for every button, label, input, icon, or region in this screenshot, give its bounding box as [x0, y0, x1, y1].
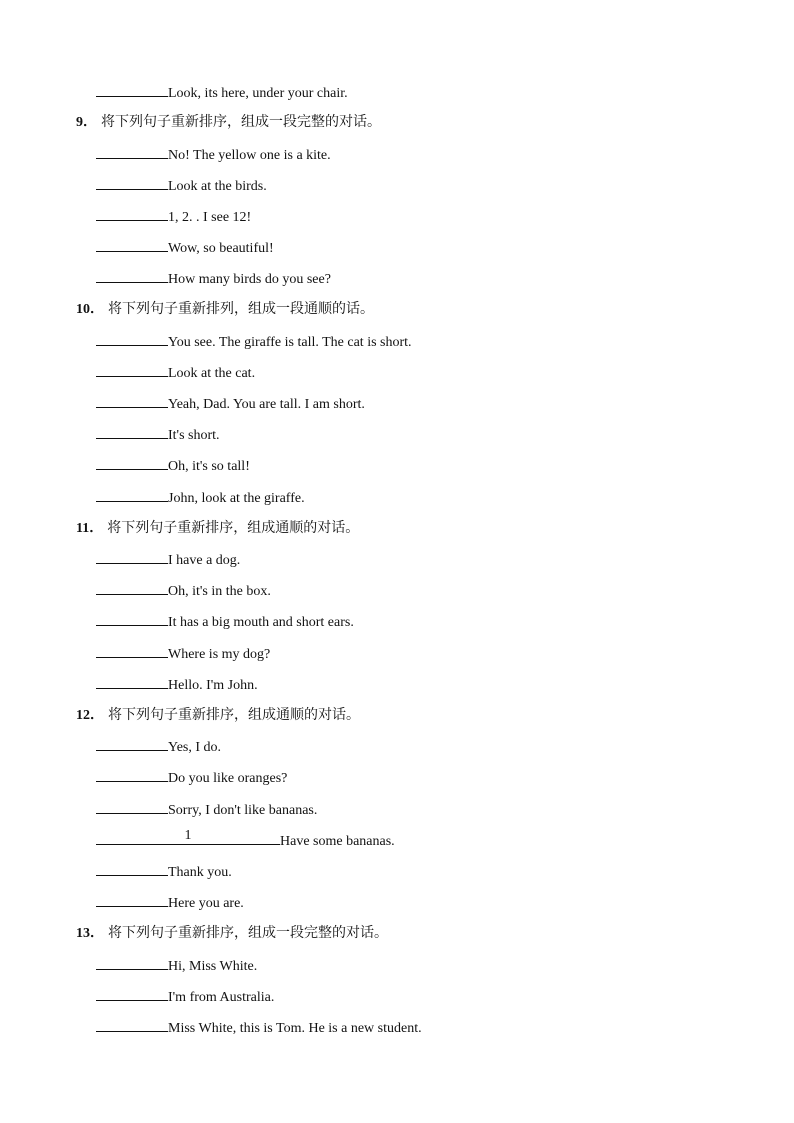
question-number: 10． — [76, 302, 104, 317]
answer-blank[interactable] — [96, 643, 168, 658]
answer-blank[interactable] — [96, 674, 168, 689]
answer-blank[interactable] — [96, 393, 168, 408]
q10-line-6 — [96, 487, 305, 507]
q12-line-3 — [96, 799, 317, 819]
answer-blank[interactable] — [96, 268, 168, 283]
answer-blank[interactable] — [96, 1017, 168, 1032]
sentence-text: Have some bananas. — [280, 834, 395, 849]
answer-blank[interactable] — [96, 455, 168, 470]
question-10-heading — [76, 298, 374, 320]
q13-line-1 — [96, 955, 257, 975]
sentence-text: John, look at the giraffe. — [168, 491, 305, 506]
sentence-text: Look, its here, under your chair. — [168, 86, 348, 101]
sentence-text: Yes, I do. — [168, 740, 222, 755]
q12-line-1 — [96, 736, 221, 756]
sentence-text: Hello. I'm John. — [168, 678, 258, 693]
q10-line-4 — [96, 424, 220, 444]
sentence-text: I have a dog. — [168, 553, 241, 568]
sentence-text: Thank you. — [168, 865, 232, 880]
answer-blank[interactable] — [96, 611, 168, 626]
filled-answer: 1 — [184, 828, 192, 843]
q10-line-3 — [96, 393, 365, 413]
q9-line-2 — [96, 175, 267, 195]
question-instruction: 将下列句子重新排序，组成通顺的对话。 — [108, 707, 360, 723]
question-instruction: 将下列句子重新排列，组成一段通顺的话。 — [108, 301, 374, 317]
answer-blank[interactable] — [96, 767, 168, 782]
answer-blank[interactable] — [96, 237, 168, 252]
answer-blank[interactable] — [96, 331, 168, 346]
answer-blank[interactable] — [96, 580, 168, 595]
answer-blank[interactable] — [96, 424, 168, 439]
sentence-text: Do you like oranges? — [168, 771, 288, 786]
question-instruction: 将下列句子重新排序，组成一段完整的对话。 — [108, 925, 388, 941]
answer-blank[interactable] — [96, 206, 168, 221]
sentence-text: No! The yellow one is a kite. — [168, 148, 331, 163]
sentence-text: Oh, it's so tall! — [168, 459, 250, 474]
answer-blank-filled[interactable] — [96, 830, 280, 845]
question-instruction: 将下列句子重新排序，组成通顺的对话。 — [107, 520, 360, 536]
q8-line-5 — [96, 82, 348, 102]
answer-blank[interactable] — [96, 861, 168, 876]
sentence-text: Look at the cat. — [168, 366, 256, 381]
question-12-heading — [76, 704, 360, 726]
answer-blank[interactable] — [96, 175, 168, 190]
answer-blank[interactable] — [96, 736, 168, 751]
answer-blank[interactable] — [96, 955, 168, 970]
sentence-text: How many birds do you see? — [168, 272, 331, 287]
q10-line-5 — [96, 455, 250, 475]
sentence-text: Wow, so beautiful! — [168, 241, 274, 256]
sentence-text: It has a big mouth and short ears. — [168, 615, 354, 630]
q9-line-3 — [96, 206, 251, 226]
answer-blank[interactable] — [96, 362, 168, 377]
sentence-text: Look at the birds. — [168, 179, 267, 194]
question-number: 12． — [76, 708, 104, 723]
sentence-text: Here you are. — [168, 896, 244, 911]
answer-blank[interactable] — [96, 82, 168, 97]
sentence-text: It's short. — [168, 428, 220, 443]
q10-line-2 — [96, 362, 255, 382]
q9-line-1 — [96, 144, 331, 164]
q11-line-4 — [96, 643, 270, 663]
question-11-heading — [76, 517, 359, 539]
question-number: 13． — [76, 926, 104, 941]
q12-line-6 — [96, 892, 244, 912]
answer-blank[interactable] — [96, 799, 168, 814]
question-number: 9． — [76, 115, 97, 130]
sentence-text: Hi, Miss White. — [168, 959, 258, 974]
answer-blank[interactable] — [96, 144, 168, 159]
q11-line-5 — [96, 674, 258, 694]
sentence-text: I'm from Australia. — [168, 990, 275, 1005]
sentence-text: Miss White, this is Tom. He is a new student. — [168, 1021, 422, 1036]
question-9-heading — [76, 111, 381, 133]
sentence-text: 1, 2. . I see 12! — [168, 210, 252, 225]
answer-blank[interactable] — [96, 549, 168, 564]
q11-line-3 — [96, 611, 354, 631]
sentence-text: Oh, it's in the box. — [168, 584, 271, 599]
q12-line-4 — [96, 830, 395, 850]
q13-line-3 — [96, 1017, 422, 1037]
q13-line-2 — [96, 986, 274, 1006]
question-number: 11． — [76, 521, 104, 536]
question-instruction: 将下列句子重新排序，组成一段完整的对话。 — [101, 114, 381, 130]
answer-blank[interactable] — [96, 986, 168, 1001]
answer-blank[interactable] — [96, 892, 168, 907]
sentence-text: Yeah, Dad. You are tall. I am short. — [168, 397, 365, 412]
sentence-text: You see. The giraffe is tall. The cat is short. — [168, 335, 412, 350]
q9-line-5 — [96, 268, 331, 288]
sentence-text: Where is my dog? — [168, 647, 271, 662]
answer-blank[interactable] — [96, 487, 168, 502]
question-13-heading — [76, 922, 388, 944]
q12-line-5 — [96, 861, 232, 881]
q10-line-1 — [96, 331, 412, 351]
q9-line-4 — [96, 237, 274, 257]
q11-line-1 — [96, 549, 240, 569]
q11-line-2 — [96, 580, 271, 600]
sentence-text: Sorry, I don't like bananas. — [168, 803, 318, 818]
q12-line-2 — [96, 767, 287, 787]
